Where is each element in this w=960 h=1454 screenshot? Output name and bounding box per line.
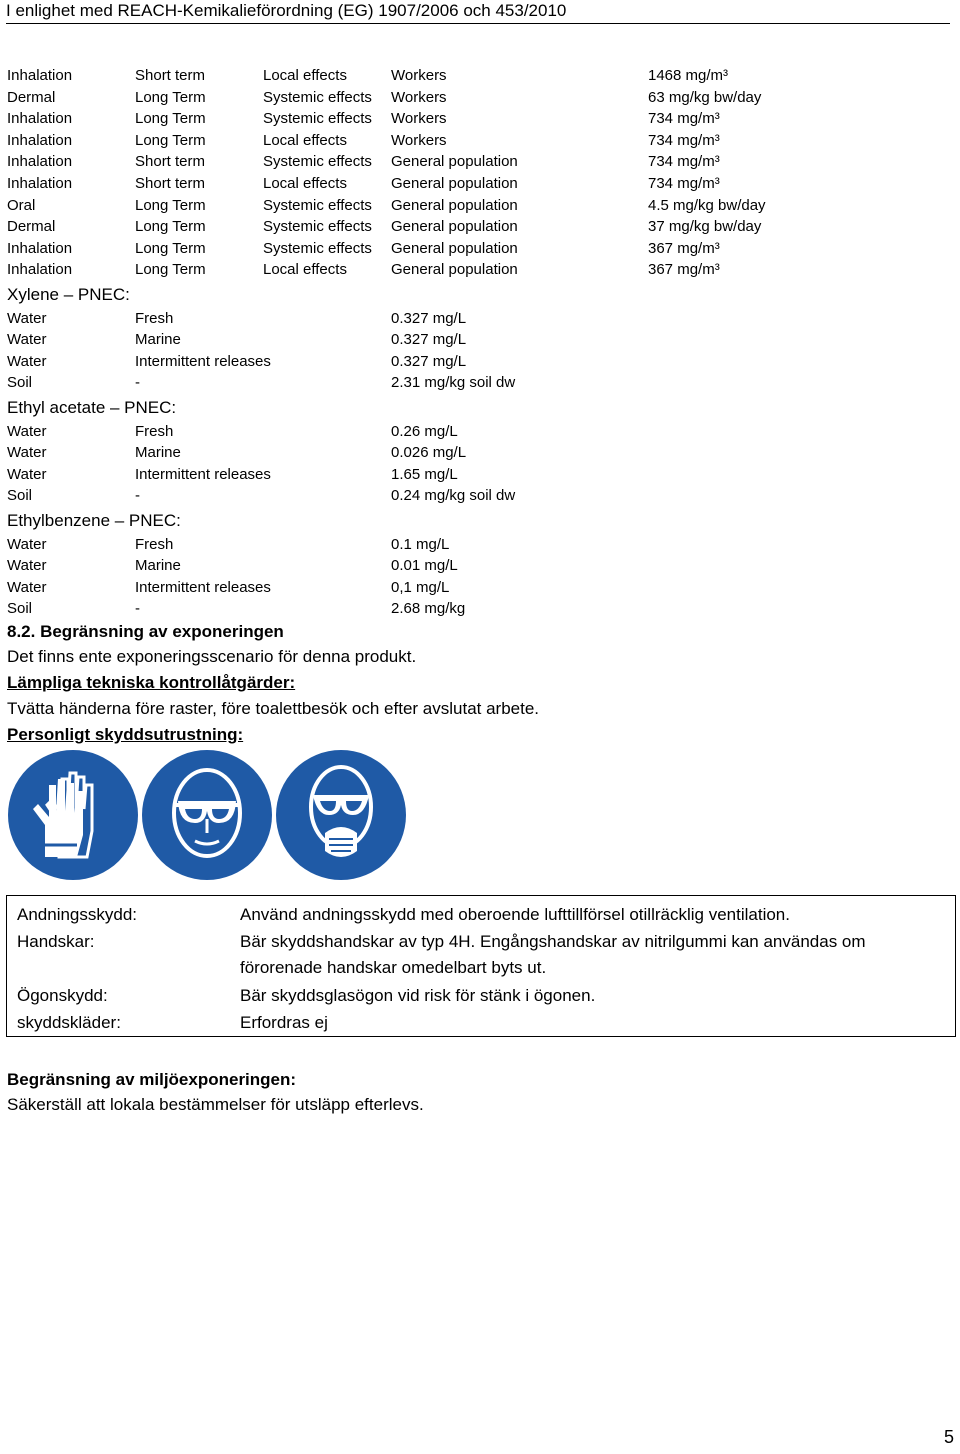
value-cell: 2.31 mg/kg soil dw	[391, 374, 516, 391]
ppe-table	[6, 895, 956, 1037]
population-cell: Workers	[391, 67, 447, 84]
type-cell: -	[135, 600, 140, 617]
value-cell: 0.24 mg/kg soil dw	[391, 487, 516, 504]
value-cell: 1468 mg/m³	[648, 67, 729, 84]
environment-text: Säkerställ att lokala bestämmelser för utsläpp efterlevs.	[7, 1095, 424, 1114]
route-cell: Inhalation	[7, 153, 73, 170]
duration-cell: Long Term	[135, 132, 206, 149]
population-cell: General population	[391, 261, 518, 278]
type-cell: Fresh	[135, 423, 174, 440]
type-cell: Marine	[135, 557, 181, 574]
value-cell: 0.327 mg/L	[391, 353, 467, 370]
value-cell: 37 mg/kg bw/day	[648, 218, 762, 235]
page-number: 5	[943, 1427, 954, 1447]
value-cell: 0.327 mg/L	[391, 331, 467, 348]
ppe-value: Erfordras ej	[240, 1013, 328, 1032]
value-cell: 734 mg/m³	[648, 175, 720, 192]
effect-cell: Systemic effects	[263, 110, 372, 127]
effect-cell: Systemic effects	[263, 153, 372, 170]
compartment-cell: Water	[7, 536, 47, 553]
route-cell: Inhalation	[7, 132, 73, 149]
compartment-cell: Water	[7, 466, 47, 483]
gloves-icon	[8, 750, 138, 880]
duration-cell: Long Term	[135, 261, 206, 278]
value-cell: 63 mg/kg bw/day	[648, 89, 762, 106]
type-cell: Fresh	[135, 536, 174, 553]
population-cell: Workers	[391, 89, 447, 106]
population-cell: General population	[391, 218, 518, 235]
value-cell: 0.01 mg/L	[391, 557, 458, 574]
compartment-cell: Water	[7, 444, 47, 461]
compartment-cell: Soil	[7, 600, 33, 617]
ppe-value: Använd andningsskydd med oberoende lufttillförsel otillräcklig ventilation.	[240, 905, 790, 924]
effect-cell: Local effects	[263, 67, 347, 84]
effect-cell: Systemic effects	[263, 218, 372, 235]
duration-cell: Short term	[135, 67, 206, 84]
duration-cell: Long Term	[135, 197, 206, 214]
route-cell: Dermal	[7, 218, 56, 235]
ppe-heading: Personligt skyddsutrustning:	[7, 725, 244, 744]
compartment-cell: Water	[7, 557, 47, 574]
compartment-cell: Water	[7, 423, 47, 440]
route-cell: Inhalation	[7, 110, 73, 127]
compartment-cell: Water	[7, 579, 47, 596]
effect-cell: Local effects	[263, 132, 347, 149]
value-cell: 2.68 mg/kg	[391, 600, 466, 617]
compartment-cell: Water	[7, 310, 47, 327]
compartment-cell: Soil	[7, 487, 33, 504]
intro-text: Det finns ente exponeringsscenario för denna produkt.	[7, 647, 417, 666]
value-cell: 734 mg/m³	[648, 153, 720, 170]
ppe-label: skyddskläder:	[17, 1013, 121, 1032]
section-title: 8.2. Begränsning av exponeringen	[7, 622, 284, 641]
ppe-value: Bär skyddshandskar av typ 4H. Engångshandskar av nitrilgummi kan användas om förorenade handskar omedelbart byts ut.	[240, 932, 866, 977]
value-cell: 0.026 mg/L	[391, 444, 467, 461]
route-cell: Inhalation	[7, 240, 73, 257]
population-cell: General population	[391, 175, 518, 192]
compartment-cell: Water	[7, 331, 47, 348]
value-cell: 367 mg/m³	[648, 261, 720, 278]
compartment-cell: Water	[7, 353, 47, 370]
compartment-cell: Soil	[7, 374, 33, 391]
type-cell: Marine	[135, 444, 181, 461]
safety-goggles-icon	[142, 750, 272, 880]
value-cell: 4.5 mg/kg bw/day	[648, 197, 766, 214]
effect-cell: Systemic effects	[263, 240, 372, 257]
duration-cell: Long Term	[135, 110, 206, 127]
ppe-icons	[7, 749, 407, 881]
route-cell: Oral	[7, 197, 36, 214]
duration-cell: Short term	[135, 153, 206, 170]
route-cell: Inhalation	[7, 67, 73, 84]
value-cell: 367 mg/m³	[648, 240, 720, 257]
effect-cell: Systemic effects	[263, 197, 372, 214]
effect-cell: Systemic effects	[263, 89, 372, 106]
value-cell: 0.327 mg/L	[391, 310, 467, 327]
environment-heading: Begränsning av miljöexponeringen:	[7, 1070, 297, 1089]
value-cell: 0,1 mg/L	[391, 579, 450, 596]
ppe-label: Ögonskydd:	[17, 986, 108, 1005]
population-cell: General population	[391, 197, 518, 214]
pnec-heading: Ethylbenzene – PNEC:	[7, 511, 181, 530]
page-header: I enlighet med REACH-Kemikalieförordning (EG) 1907/2006 och 453/2010	[6, 0, 950, 24]
type-cell: -	[135, 487, 140, 504]
route-cell: Inhalation	[7, 175, 73, 192]
value-cell: 734 mg/m³	[648, 110, 720, 127]
ppe-value: Bär skyddsglasögon vid risk för stänk i ögonen.	[240, 986, 596, 1005]
technical-heading: Lämpliga tekniska kontrollåtgärder:	[7, 673, 296, 692]
value-cell: 0.26 mg/L	[391, 423, 458, 440]
duration-cell: Short term	[135, 175, 206, 192]
duration-cell: Long Term	[135, 89, 206, 106]
type-cell: Intermittent releases	[135, 579, 271, 596]
type-cell: Fresh	[135, 310, 174, 327]
route-cell: Inhalation	[7, 261, 73, 278]
value-cell: 1.65 mg/L	[391, 466, 458, 483]
population-cell: General population	[391, 240, 518, 257]
type-cell: Intermittent releases	[135, 466, 271, 483]
technical-text: Tvätta händerna före raster, före toalettbesök och efter avslutat arbete.	[7, 699, 540, 718]
ppe-label: Handskar:	[17, 932, 95, 951]
type-cell: Intermittent releases	[135, 353, 271, 370]
route-cell: Dermal	[7, 89, 56, 106]
value-cell: 734 mg/m³	[648, 132, 720, 149]
population-cell: General population	[391, 153, 518, 170]
ppe-label: Andningsskydd:	[17, 905, 138, 924]
value-cell: 0.1 mg/L	[391, 536, 450, 553]
pnec-heading: Xylene – PNEC:	[7, 285, 130, 304]
effect-cell: Local effects	[263, 261, 347, 278]
respirator-mask-icon	[276, 750, 406, 880]
duration-cell: Long Term	[135, 218, 206, 235]
duration-cell: Long Term	[135, 240, 206, 257]
type-cell: -	[135, 374, 140, 391]
population-cell: Workers	[391, 110, 447, 127]
population-cell: Workers	[391, 132, 447, 149]
type-cell: Marine	[135, 331, 181, 348]
effect-cell: Local effects	[263, 175, 347, 192]
pnec-heading: Ethyl acetate – PNEC:	[7, 398, 177, 417]
